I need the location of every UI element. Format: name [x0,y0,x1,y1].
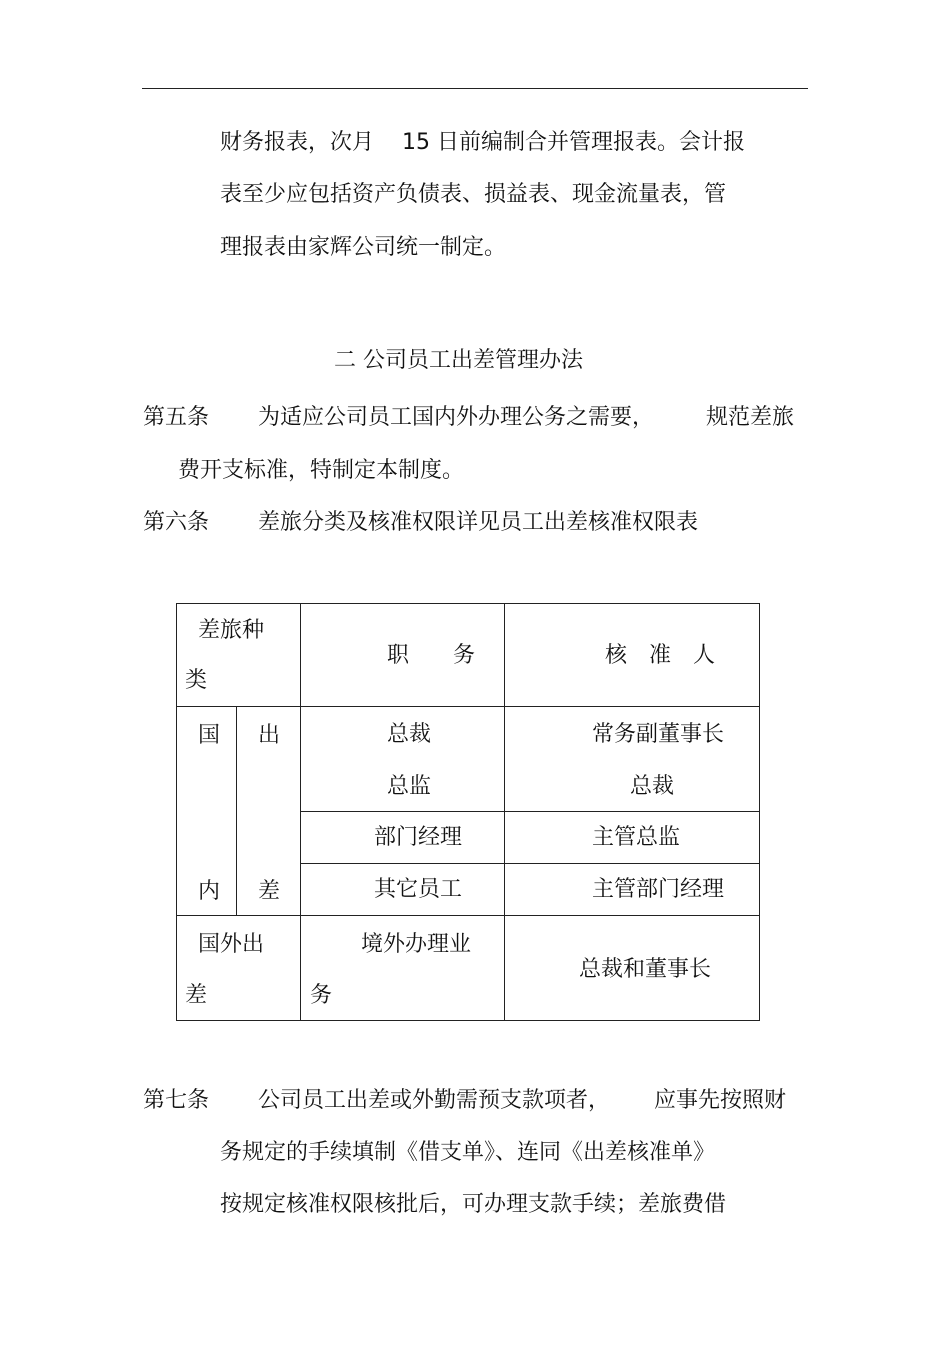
domestic-col2-cell: 出 差 [237,707,301,916]
approver-cell: 主管部门经理 [505,864,760,916]
article-text: 为适应公司员工国内外办理公务之需要， [258,405,655,430]
header-position-cell: 职 务 [301,604,505,707]
article-text: 按规定核准权限核批后，可办理支款手续；差旅费借 [220,1192,727,1217]
article-label: 第七条 [143,1088,210,1113]
section-title: 二 公司员工出差管理办法 [334,348,583,373]
position-cell: 其它员工 [301,864,505,916]
article-text: 务规定的手续填制《借支单》、连同《出差核准单》 [220,1140,716,1165]
approver-cell: 总裁和董事长 [505,916,760,1021]
header-rule [142,88,808,89]
paragraph-line: 理报表由家辉公司统一制定。 [220,235,507,260]
paragraph-line: 表至少应包括资产负债表、损益表、现金流量表，管 [220,182,727,207]
article-text: 规范差旅 [706,405,795,430]
overseas-category-cell: 国外出 差 [177,916,301,1021]
header-approver-cell: 核 准 人 [505,604,760,707]
position-cell: 部门经理 [301,812,505,864]
paragraph-line: 财务报表，次月 15 日前编制合并管理报表。会计报 [220,130,745,155]
position-cell: 总裁 总监 [301,707,505,812]
table-row [177,707,760,812]
article-text: 差旅分类及核准权限详见员工出差核准权限表 [258,510,699,535]
article-text: 费开支标准，特制定本制度。 [178,458,465,483]
article-label: 第五条 [143,405,210,430]
approver-cell: 常务副董事长 总裁 [505,707,760,812]
approval-authority-table [176,603,760,1021]
table-header-row [177,604,760,707]
table-row [177,916,760,1021]
header-category-cell: 差旅种 类 [177,604,301,707]
approver-cell: 主管总监 [505,812,760,864]
domestic-col1-cell: 国 内 [177,707,237,916]
article-label: 第六条 [143,510,210,535]
article-text: 公司员工出差或外勤需预支款项者， [258,1088,611,1113]
position-cell: 境外办理业 务 [301,916,505,1021]
article-text: 应事先按照财 [654,1088,787,1113]
